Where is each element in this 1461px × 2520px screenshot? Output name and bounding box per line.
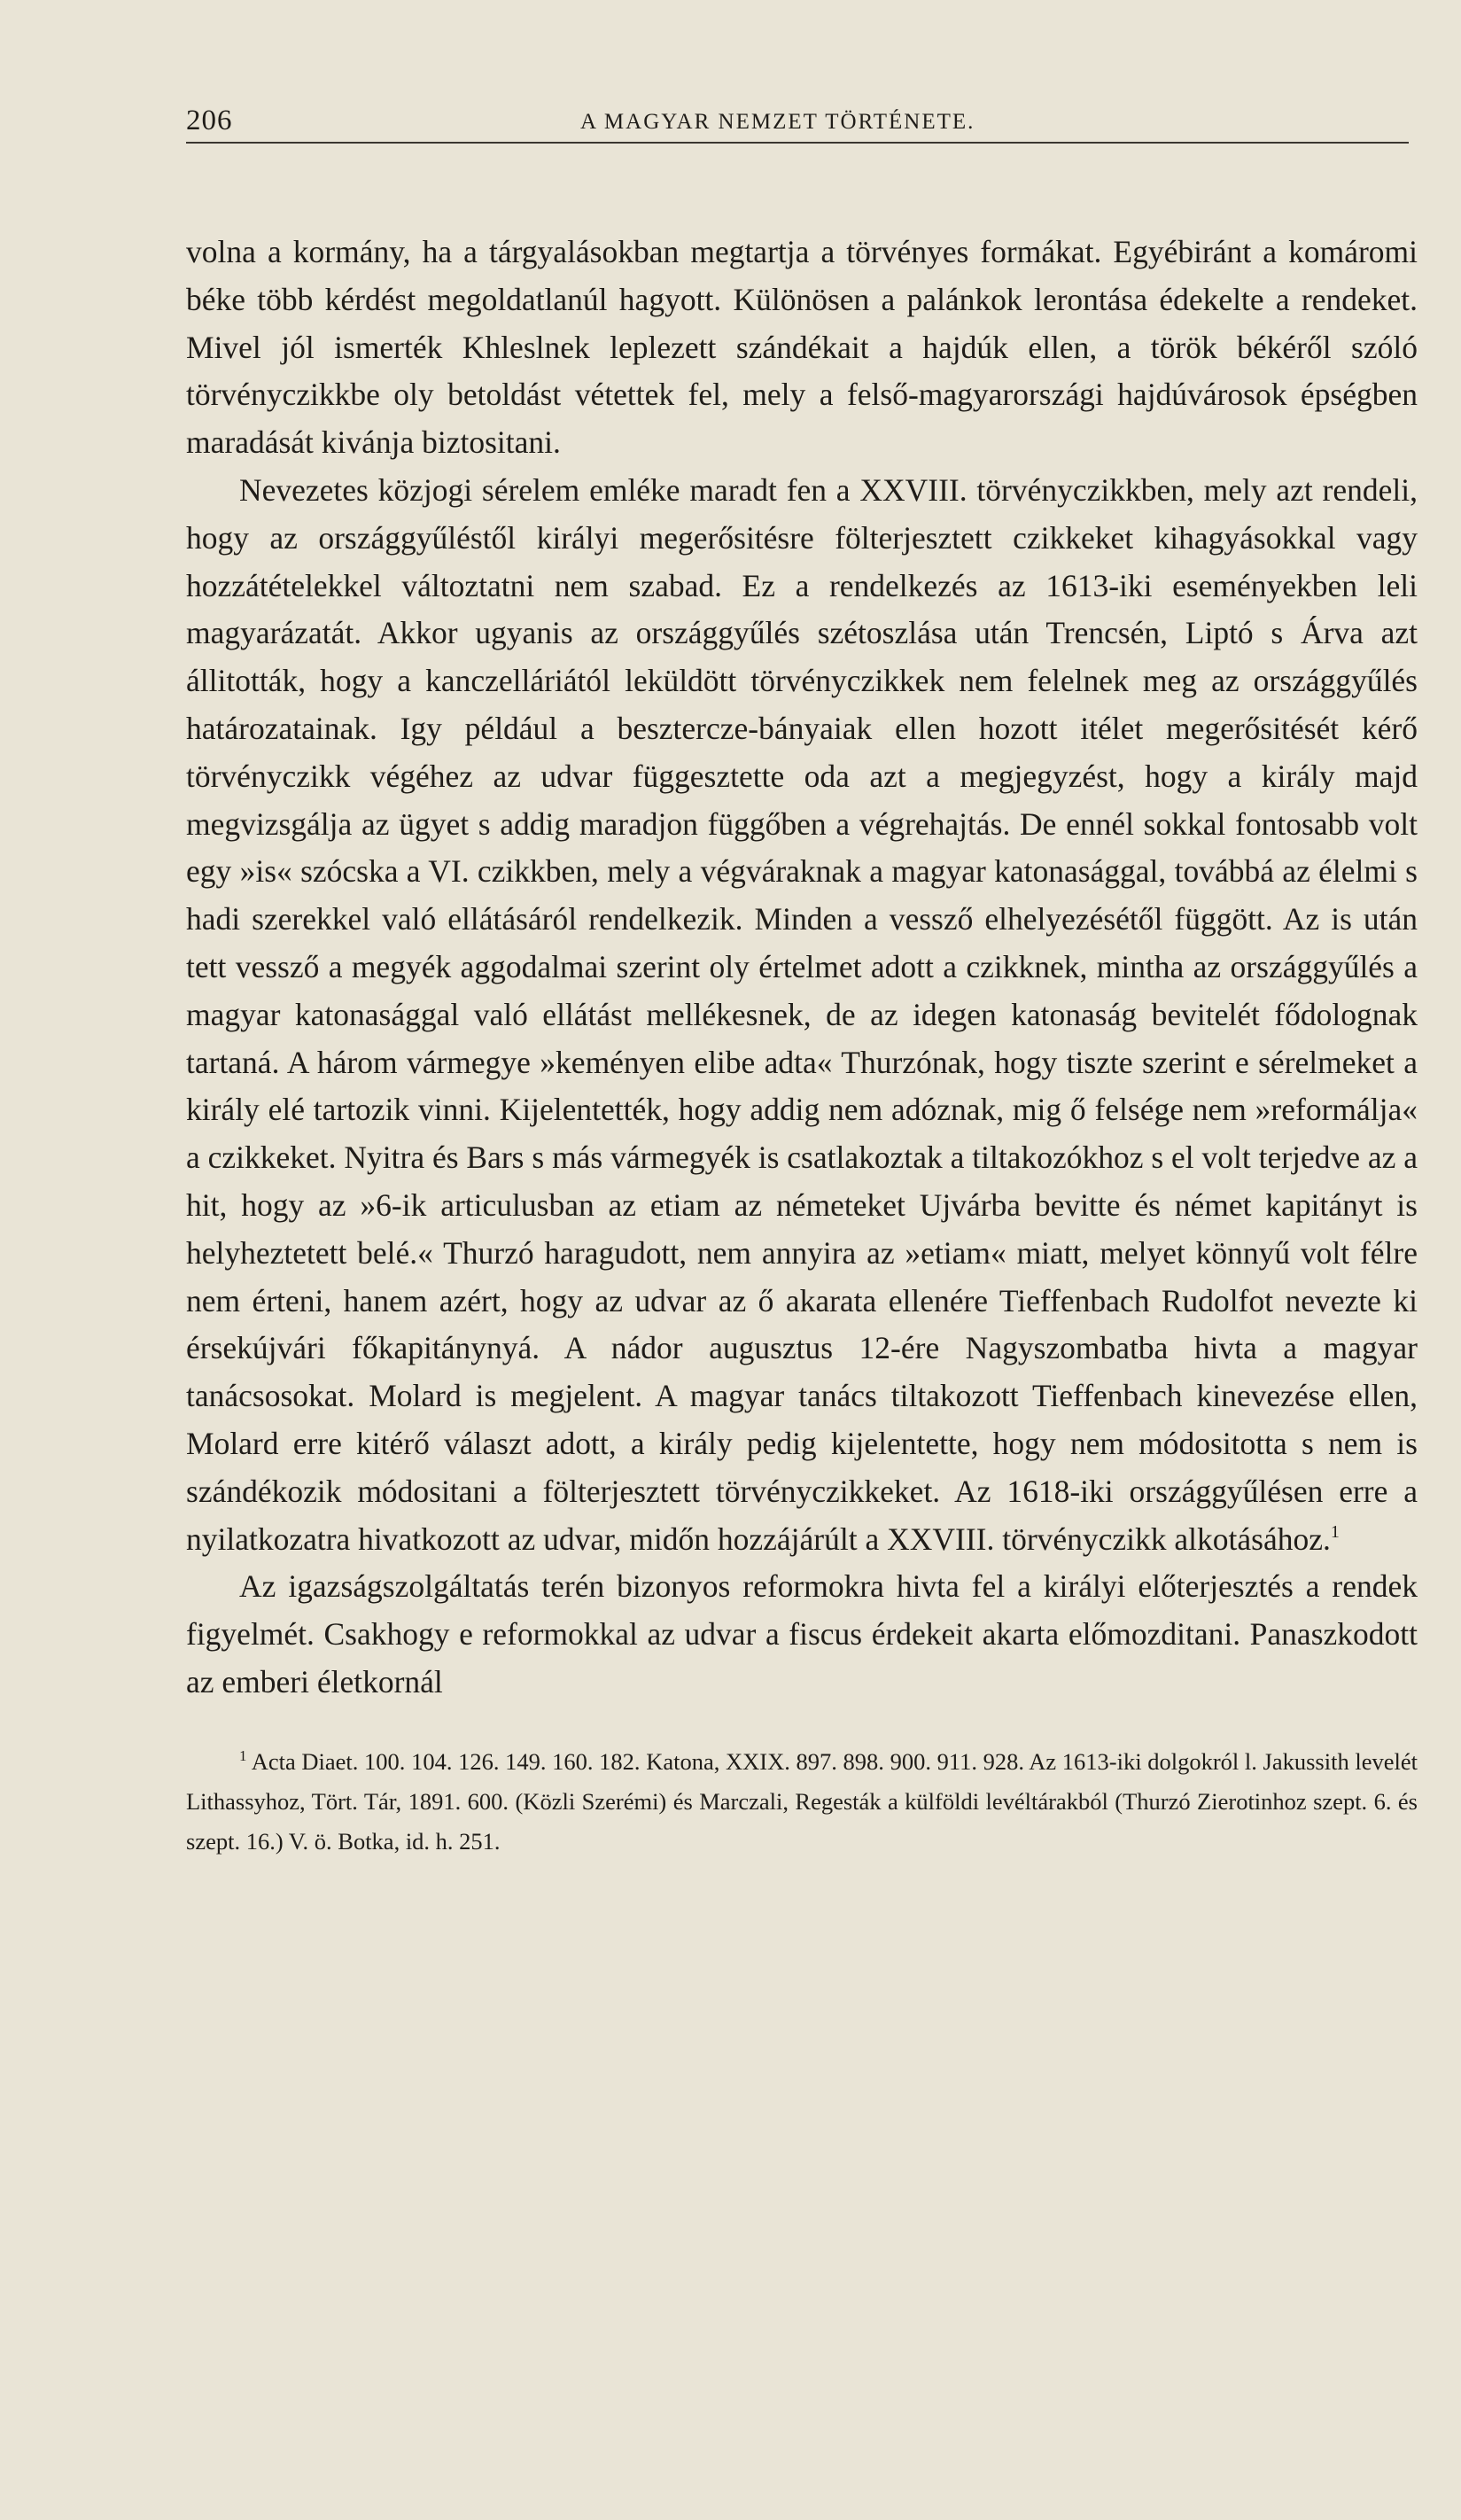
running-head: A MAGYAR NEMZET TÖRTÉNETE. xyxy=(580,110,975,134)
footnote-reference: 1 xyxy=(1330,1521,1340,1542)
paragraph-2 xyxy=(186,467,1418,1563)
footnote-1 xyxy=(186,1742,1418,1862)
paragraph-3: Az igazságszolgáltatás terén bizonyos reformokra hivta fel a királyi előterjesztés a rendek figyelmét. Csakhogy e reformokkal az udvar a fiscus érdekeit akarta előmozditani. Panaszkodott az emberi életkornál xyxy=(186,1568,1418,1699)
footnote-mark: 1 xyxy=(239,1746,247,1764)
footnotes xyxy=(186,1742,1418,1862)
page-header xyxy=(186,105,1409,144)
page-number: 206 xyxy=(186,105,233,136)
paragraph-2-text: Nevezetes közjogi sérelem emléke maradt fen a XXVIII. törvényczikkben, mely azt rendeli, hogy az országgyűléstől királyi megerősitésre fölterjesztett czikkeket kihagyásokkal vagy hozzátételekkel változtatni nem szabad. Ez a rendelkezés az 1613-iki eseményekben leli magyarázatát. Akkor ugyanis az országgyűlés szétoszlása után Trencsén, Liptó s Árva azt állitották, hogy a kanczelláriától leküldött törvényczikkek nem felelnek meg az országgyűlés határozatainak. Igy például a besztercze-bányaiak ellen hozott itélet megerősitését kérő törvényczikk végéhez az udvar függesztette oda azt a megjegyzést, hogy a király majd megvizsgálja az ügyet s addig maradjon függőben a végrehajtás. De ennél sokkal fontosabb volt egy »is« szócska a VI. czikkben, mely a végváraknak a magyar katonasággal, továbbá az élelmi s hadi szerekkel való ellátásáról rendelkezik. Minden a vessző elhelyezésétől függött. Az is után tett vessző a megyék aggodalmai szerint oly értelmet adott a czikknek, mintha az országgyűlés a magyar katonasággal való ellátást mellékesnek, de az idegen katonaság bevitelét fődolognak tartaná. A három vármegye »keményen elibe adta« Thurzónak, hogy tiszte szerint e sérelmeket a király elé tartozik vinni. Kijelentették, hogy addig nem adóznak, mig ő felsége nem »reformálja« a czikkeket. Nyitra és Bars s más vármegyék is csatlakoztak a tiltakozókhoz s el volt terjedve az a hit, hogy az »6-ik articulusban az etiam az németeket Ujvárba bevitte és német kapitányt is helyheztetett belé.« Thurzó haragudott, nem annyira az »etiam« miatt, melyet könnyű volt félre nem érteni, hanem azért, hogy az udvar az ő akarata ellenére Tieffenbach Rudolfot nevezte ki érsekújvári főkapitánynyá. A nádor augusztus 12-ére Nagyszombatba hivta a magyar tanácsosokat. Molard is megjelent. A magyar tanács tiltakozott Tieffenbach kinevezése ellen, Molard erre kitérő választ adott, a király pedig kijelentette, hogy nem módositotta s nem is szándékozik módositani a fölterjesztett törvényczikkeket. Az 1618-iki országgyűlésen erre a nyilatkozatra hivatkozott az udvar, midőn hozzájárúlt a XXVIII. törvényczikk alkotásához. xyxy=(186,471,1418,1557)
paragraph-1: volna a kormány, ha a tárgyalásokban megtartja a törvényes formákat. Egyébiránt a komáromi béke több kérdést megoldatlanúl hagyott. Különösen a palánkok lerontása édekelte a rendeket. Mivel jól ismerték Khleslnek leplezett szándékait a hajdúk ellen, a török békéről szóló törvényczikkbe oly betoldást vétettek fel, mely a felső-magyarországi hajdúvárosok épségben maradását kivánja biztositani. xyxy=(186,234,1418,461)
footnote-text: Acta Diaet. 100. 104. 126. 149. 160. 182. Katona, XXIX. 897. 898. 900. 911. 928. Az 1613-iki dolgokról l. Jakussith levelét Lithassyhoz, Tört. Tár, 1891. 600. (Közli Szerémi) és Marczali, Regesták a külföldi levéltárakból (Thurzó Zierotinhoz szept. 6. és szept. 16.) V. ö. Botka, id. h. 251. xyxy=(186,1747,1418,1855)
body-text xyxy=(186,229,1418,1707)
